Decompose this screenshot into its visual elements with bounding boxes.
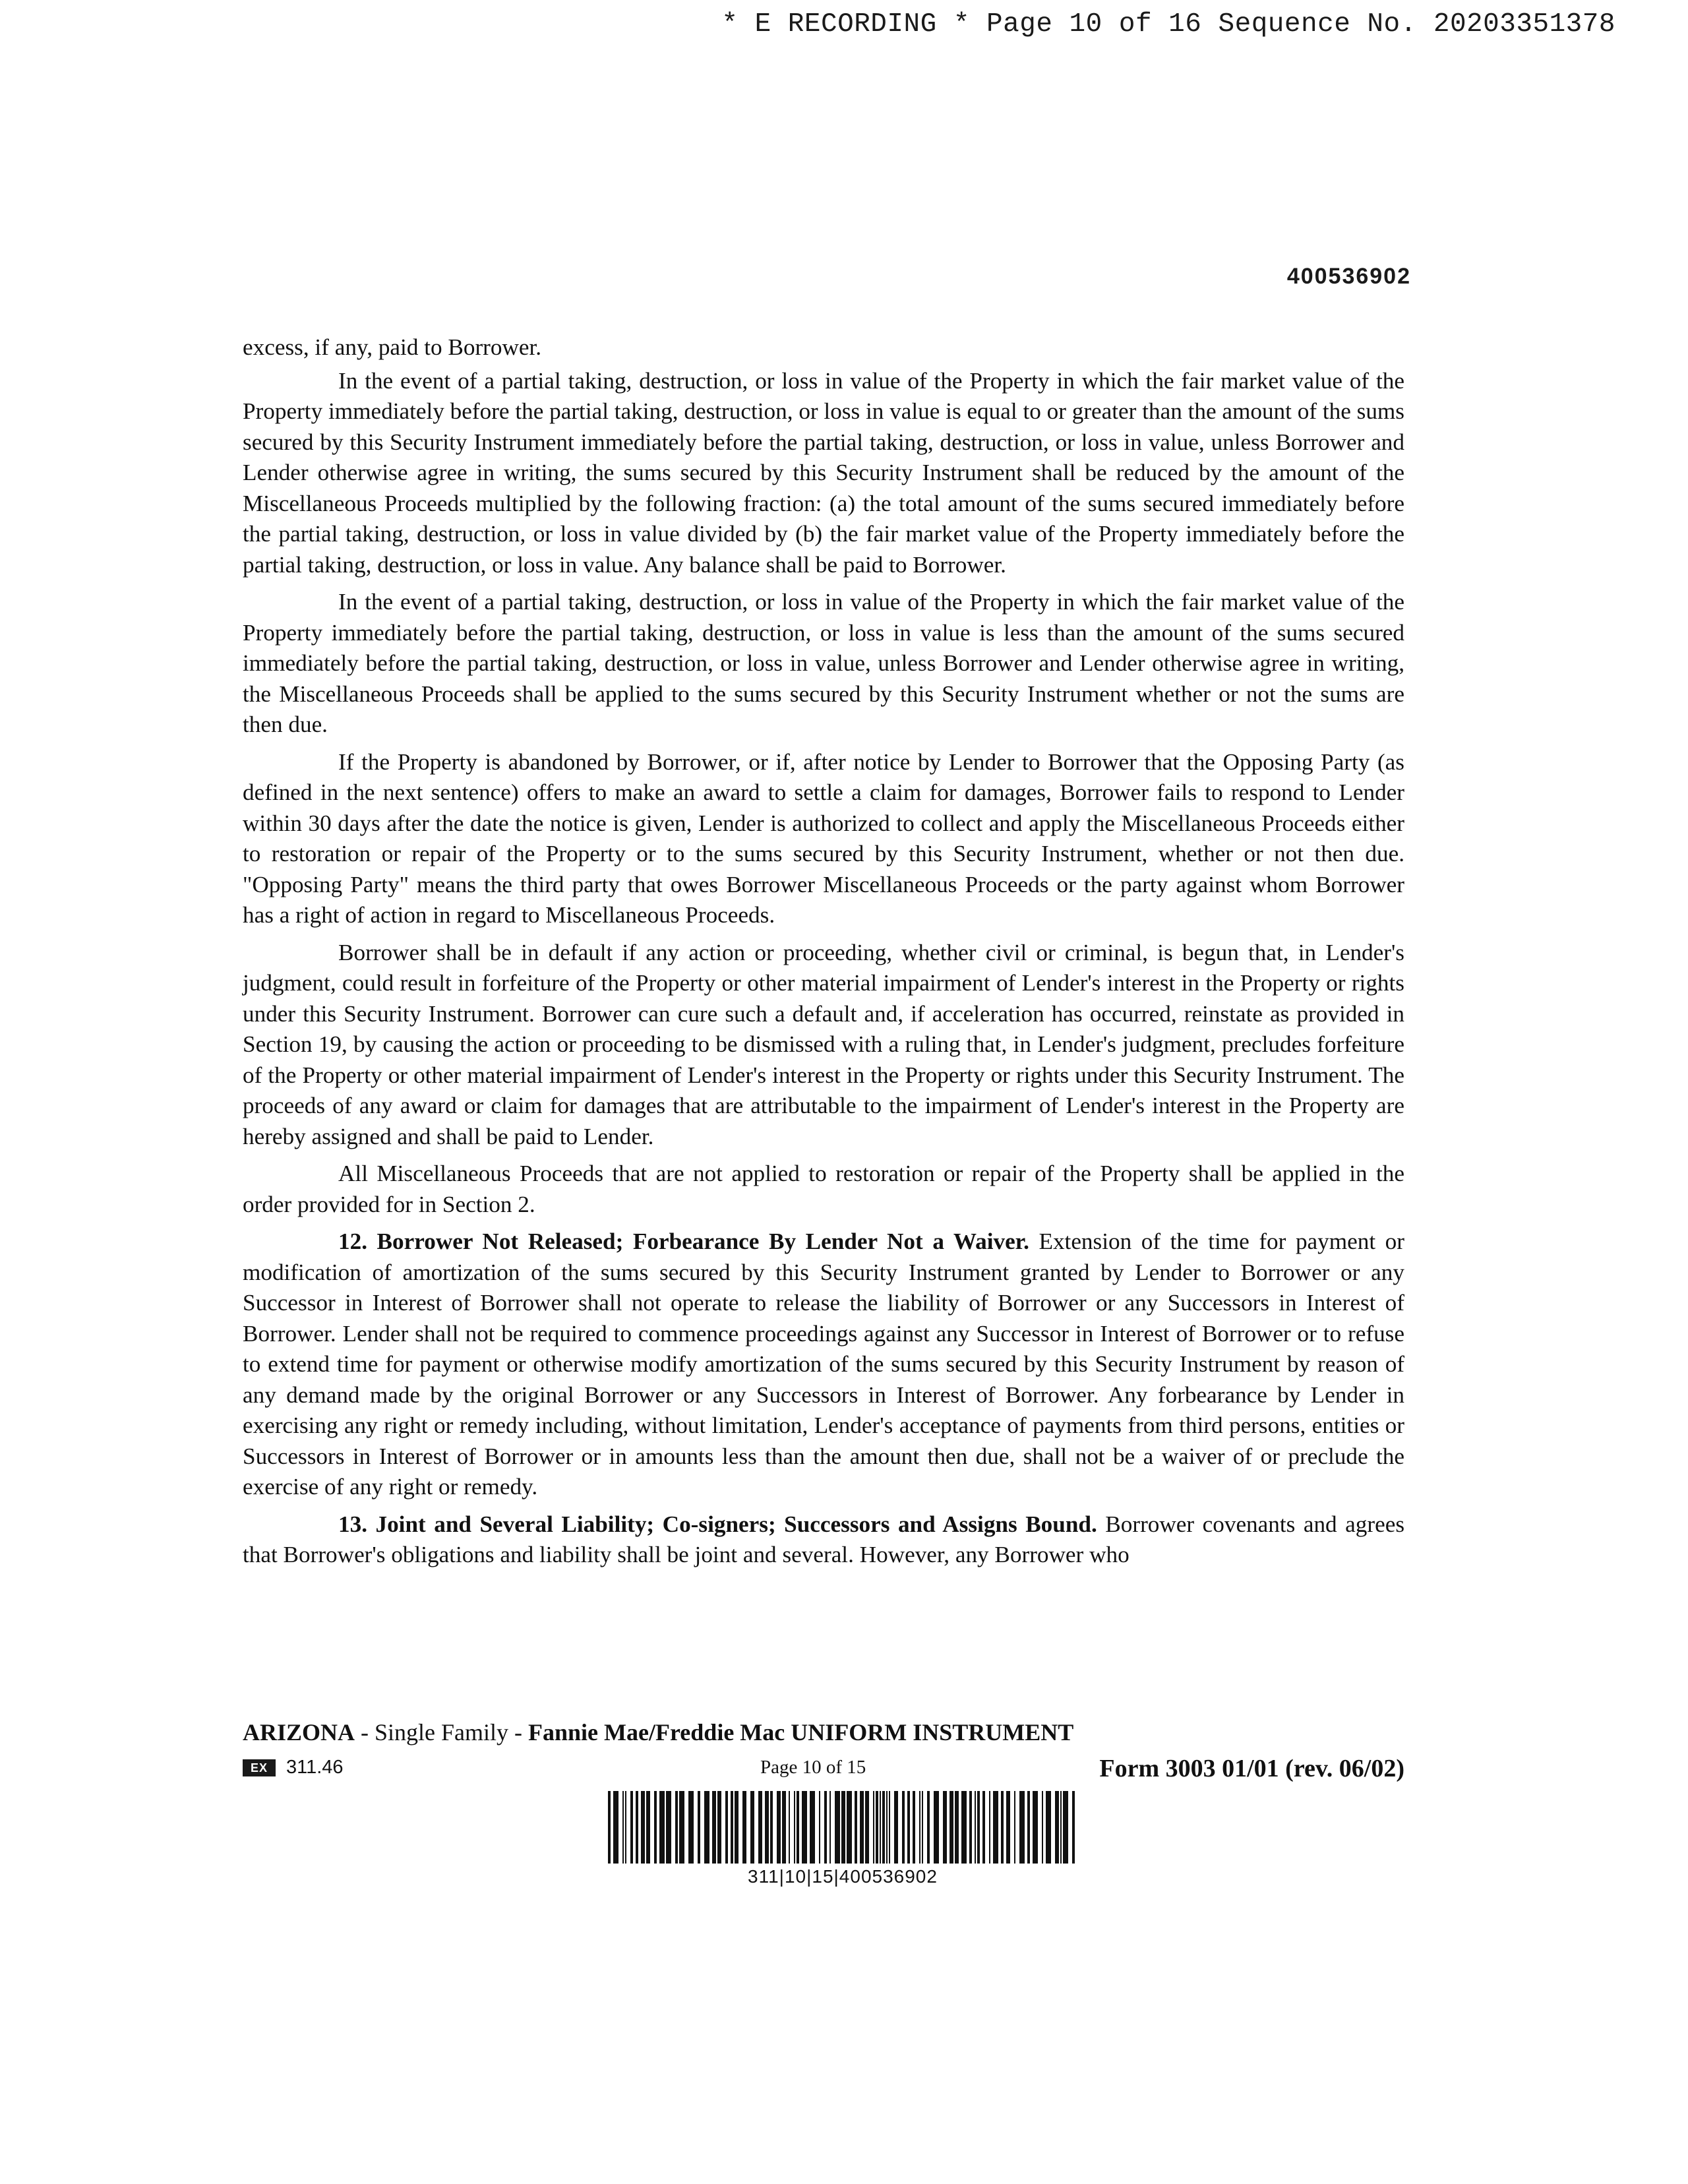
paragraph-partial-taking-less: In the event of a partial taking, destruction, or loss in value of the Property in which the fair market value of the Property immediately before the partial taking, destruction, or loss in value is less than the amount of the sums secured immediately before the partial taking, destruction, or loss in value, unless Borrower and Lender otherwise agree in writing, the Miscellaneous Proceeds shall be applied to the sums secured by this Security Instrument whether or not the sums are then due.: [243, 589, 1404, 737]
section-13: [243, 1509, 1404, 1571]
recording-header: * E RECORDING * Page 10 of 16 Sequence No. 20203351378: [721, 9, 1615, 40]
form-number: Form 3003 01/01 (rev. 06/02): [1099, 1755, 1404, 1782]
paragraph-continuation: excess, if any, paid to Borrower.: [243, 334, 542, 360]
section-12: [243, 1227, 1404, 1503]
paragraph-borrower-default: Borrower shall be in default if any action or proceeding, whether civil or criminal, is begun that, in Lender's judgment, could result in forfeiture of the Property or other material impairment of Lender's interest in the Property or rights under this Security Instrument. Borrower can cure such a default and, if acceleration has occurred, reinstate as provided in Section 19, by causing the action or proceeding to be dismissed with a ruling that, in Lender's judgment, precludes forfeiture of the Property or other material impairment of Lender's interest in the Property or rights under this Security Instrument. The proceeds of any award or claim for damages that are attributable to the impairment of Lender's interest in the Property are hereby assigned and shall be paid to Lender.: [243, 939, 1404, 1149]
footer-separator: - Single Family -: [355, 1719, 529, 1745]
footer-state: ARIZONA: [243, 1719, 355, 1745]
barcode-icon: [608, 1791, 1077, 1864]
paragraph-property-abandoned: If the Property is abandoned by Borrower, or if, after notice by Lender to Borrower that the Opposing Party (as defined in the next sentence) offers to make an award to settle a claim for damages, Borrower fails to respond to Lender within 30 days after the date the notice is given, Lender is authorized to collect and apply the Miscellaneous Proceeds either to restoration or repair of the Property or to the sums secured by this Security Instrument, whether or not then due. "Opposing Party" means the third party that owes Borrower Miscellaneous Proceeds or the party against whom Borrower has a right of action in regard to Miscellaneous Proceeds.: [243, 748, 1404, 928]
section-12-text: Extension of the time for payment or modification of amortization of the sums secured by this Security Instrument granted by Lender to Borrower or any Successor in Interest of Borrower shall not operate to release the liability of Borrower or any Successors in Interest of Borrower. Lender shall not be required to commence proceedings against any Successor in Interest of Borrower or to refuse to extend time for payment or otherwise modify amortization of the sums secured by this Security Instrument by reason of any demand made by the original Borrower or any Successors in Interest of Borrower. Any forbearance by Lender in exercising any right or remedy including, without limitation, Lender's acceptance of payments from third persons, entities or Successors in Interest of Borrower or in amounts less than the amount then due, shall not be a waiver of or preclude the exercise of any right or remedy.: [243, 1228, 1404, 1500]
footer-row: [243, 1754, 1404, 1787]
document-body: [243, 332, 1404, 1577]
ex-logo-icon: EX: [243, 1759, 276, 1776]
footer-instrument: Fannie Mae/Freddie Mac UNIFORM INSTRUMENT: [528, 1719, 1074, 1745]
section-12-heading: 12. Borrower Not Released; Forbearance By Lender Not a Waiver.: [338, 1228, 1029, 1254]
paragraph-partial-taking-greater: In the event of a partial taking, destruction, or loss in value of the Property in which the fair market value of the Property immediately before the partial taking, destruction, or loss in value is equal to or greater than the amount of the sums secured by this Security Instrument immediately before the partial taking, destruction, or loss in value, unless Borrower and Lender otherwise agree in writing, the sums secured by this Security Instrument shall be reduced by the amount of the Miscellaneous Proceeds multiplied by the following fraction: (a) the total amount of the sums secured immediately before the partial taking, destruction, or loss in value divided by (b) the fair market value of the Property immediately before the partial taking, destruction, or loss in value. Any balance shall be paid to Borrower.: [243, 367, 1404, 578]
loan-number: 400536902: [1286, 264, 1411, 289]
section-13-heading: 13. Joint and Several Liability; Co-signers; Successors and Assigns Bound.: [338, 1511, 1097, 1537]
page-number: Page 10 of 15: [760, 1757, 866, 1778]
form-code: 311.46: [286, 1757, 344, 1778]
section-13-text: Borrower covenants and agrees that Borrower's obligations and liability shall be joint and several. However, any Borrower who: [243, 1511, 1405, 1567]
footer-title: [243, 1718, 1073, 1746]
paragraph-misc-proceeds: All Miscellaneous Proceeds that are not applied to restoration or repair of the Property shall be applied in the order provided for in Section 2.: [243, 1161, 1404, 1217]
barcode-text: 311|10|15|400536902: [748, 1866, 938, 1887]
